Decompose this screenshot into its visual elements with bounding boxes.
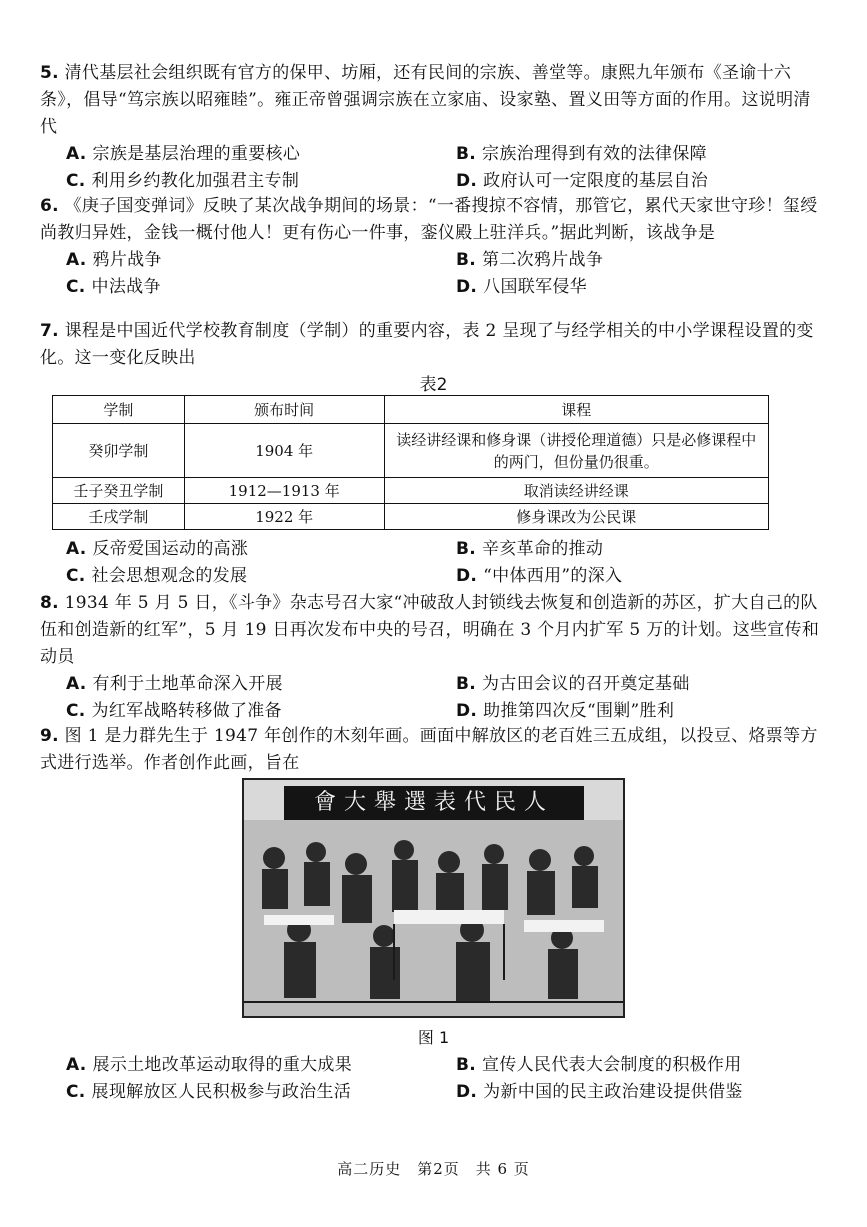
question-stem: 图 1 是力群先生于 1947 年创作的木刻年画。画面中解放区的老百姓三五成组，以投豆、烙票等方式进行选举。作者创作此画，旨在 [40,726,818,773]
option-b[interactable]: B. 宗族治理得到有效的法律保障 [456,144,707,164]
options [40,1052,820,1106]
question-9 [40,723,820,777]
table-cell: 修身课改为公民课 [384,504,768,530]
option-d[interactable]: D. 八国联军侵华 [456,277,587,297]
option-d[interactable]: D. “中体西用”的深入 [456,566,623,586]
table-cell: 壬戌学制 [53,504,185,530]
option-c[interactable]: C. 社会思想观念的发展 [66,566,248,586]
table-header: 学制 [53,396,185,424]
table-cell: 癸卯学制 [53,424,185,478]
question-stem: 课程是中国近代学校教育制度（学制）的重要内容，表 2 呈现了与经学相关的中小学课程设置的变化。这一变化反映出 [40,321,814,368]
option-d[interactable]: D. 为新中国的民主政治建设提供借鉴 [456,1082,743,1102]
option-c[interactable]: C. 展现解放区人民积极参与政治生活 [66,1082,352,1102]
table-row [53,504,769,530]
table-cell: 1904 年 [184,424,384,478]
question-6 [40,193,820,301]
table-title: 表2 [419,375,448,395]
woodcut-figure [242,778,625,1018]
question-9-options [40,1052,820,1106]
question-number: 7. [40,321,59,341]
question-7 [40,318,820,372]
option-d[interactable]: D. 政府认可一定限度的基层自治 [456,171,709,191]
table-cell: 壬子癸丑学制 [53,478,185,504]
question-8 [40,590,820,725]
option-b[interactable]: B. 辛亥革命的推动 [456,539,604,559]
question-number: 5. [40,63,59,83]
table-cell: 读经讲经课和修身课（讲授伦理道德）只是必修课程中的两门，但份量仍很重。 [384,424,768,478]
question-number: 6. [40,196,59,216]
options [40,671,820,725]
table-cell: 取消读经讲经课 [384,478,768,504]
table-header: 课程 [384,396,768,424]
question-7-options [40,536,820,590]
option-c[interactable]: C. 利用乡约教化加强君主专制 [66,171,300,191]
options [40,247,820,301]
table-row [53,424,769,478]
question-number: 8. [40,593,59,613]
table-header-row [53,396,769,424]
option-b[interactable]: B. 第二次鸦片战争 [456,250,604,270]
option-c[interactable]: C. 为红军战略转移做了准备 [66,701,282,721]
figure-caption: 图 1 [417,1028,450,1047]
table-header: 颁布时间 [184,396,384,424]
curriculum-table [52,395,769,530]
option-b[interactable]: B. 宣传人民代表大会制度的积极作用 [456,1055,742,1075]
option-c[interactable]: C. 中法战争 [66,277,161,297]
question-stem: 清代基层社会组织既有官方的保甲、坊厢，还有民间的宗族、善堂等。康熙九年颁布《圣谕十六条》，倡导“笃宗族以昭雍睦”。雍正帝曾强调宗族在立家庙、设家塾、置义田等方面的作用。这说明清代 [40,63,811,137]
options [40,536,820,590]
question-number: 9. [40,726,59,746]
question-5 [40,60,820,195]
option-d[interactable]: D. 助推第四次反“围剿”胜利 [456,701,675,721]
option-a[interactable]: A. 展示土地改革运动取得的重大成果 [66,1055,353,1075]
figure-banner: 會大舉選表代民人 [284,786,584,820]
option-a[interactable]: A. 反帝爱国运动的高涨 [66,539,249,559]
options [40,141,820,195]
table-cell: 1922 年 [184,504,384,530]
table-cell: 1912—1913 年 [184,478,384,504]
table-row [53,478,769,504]
question-stem: 1934 年 5 月 5 日，《斗争》杂志号召大家“冲破敌人封锁线去恢复和创造新的苏区，扩大自己的队伍和创造新的红军”，5 月 19 日再次发布中央的号召，明确在 3 个月内扩军 5 万的计划。这些宣传和动员 [40,593,820,667]
option-a[interactable]: A. 有利于土地革命深入开展 [66,674,283,694]
option-a[interactable]: A. 鸦片战争 [66,250,162,270]
page-footer: 高二历史 第2页 共 6 页 [337,1160,530,1178]
option-a[interactable]: A. 宗族是基层治理的重要核心 [66,144,301,164]
option-b[interactable]: B. 为古田会议的召开奠定基础 [456,674,690,694]
question-stem: 《庚子国变弹词》反映了某次战争期间的场景：“一番搜掠不容情，那管它，累代天家世守珍！玺绶尚教归异姓，金钱一概付他人！更有伤心一件事，銮仪殿上驻洋兵。”据此判断，该战争是 [40,196,818,243]
